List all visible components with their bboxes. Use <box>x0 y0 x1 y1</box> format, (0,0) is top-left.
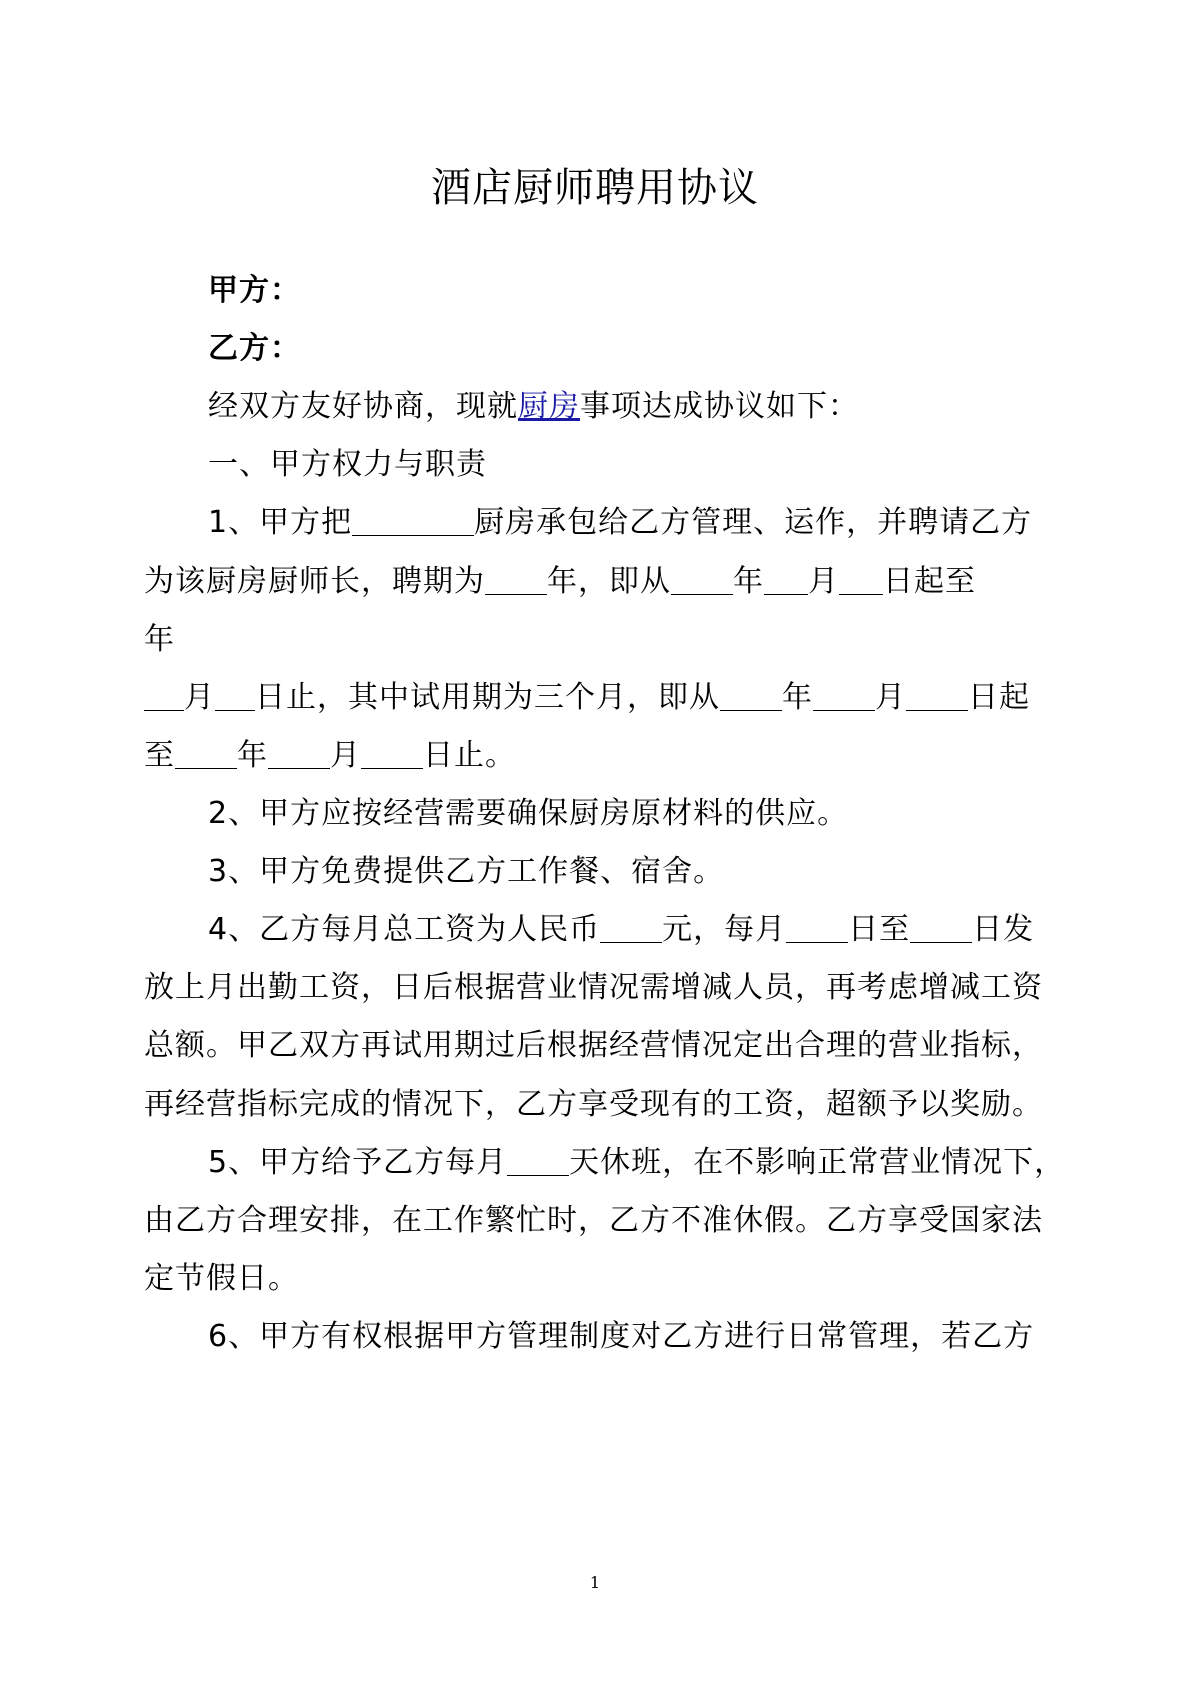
item-2: 2、甲方应按经营需要确保厨房原材料的供应。 <box>208 796 849 831</box>
blank-trial-start-year <box>720 680 782 711</box>
item-1-line-5 <box>144 735 1094 777</box>
text: 年 <box>237 738 268 773</box>
page-number: 1 <box>589 1573 601 1592</box>
text: 天休班，在不影响正常营业情况下， <box>569 1145 1066 1180</box>
item-5-line-3: 定节假日。 <box>144 1261 299 1296</box>
item-1-line-4 <box>144 677 1094 719</box>
item-3: 3、甲方免费提供乙方工作餐、宿舍。 <box>208 854 725 889</box>
text: 5、甲方给予乙方每月 <box>208 1145 508 1180</box>
blank-trial-start-day <box>906 680 968 711</box>
blank-trial-start-month <box>813 680 875 711</box>
item-1-line-2 <box>144 561 1094 603</box>
text: 日止，其中试用期为三个月，即从 <box>255 680 720 715</box>
item-1-line-1 <box>208 502 1098 544</box>
text: 至 <box>144 738 175 773</box>
blank-trial-end-year <box>175 738 237 769</box>
blank-term-years <box>485 564 547 595</box>
blank-trial-end-month <box>268 738 330 769</box>
item-5-line-2: 由乙方合理安排，在工作繁忙时，乙方不准休假。乙方享受国家法 <box>144 1203 1043 1238</box>
blank-start-year <box>671 564 733 595</box>
intro-text-pre: 经双方友好协商，现就 <box>208 389 518 424</box>
text: 月 <box>330 738 361 773</box>
item-6-line-1: 6、甲方有权根据甲方管理制度对乙方进行日常管理，若乙方 <box>208 1319 1035 1354</box>
text: 日起 <box>968 680 1030 715</box>
blank-days-off <box>507 1145 569 1176</box>
blank-salary <box>600 912 662 943</box>
item-1-line-3: 年 <box>144 622 175 657</box>
party-a-label: 甲方： <box>208 273 301 308</box>
party-b-label: 乙方： <box>208 331 301 366</box>
text: 日起至 <box>883 564 976 599</box>
text: 日至 <box>848 912 911 947</box>
text: 4、乙方每月总工资为人民币 <box>208 912 601 947</box>
item-4-line-1 <box>208 909 1098 951</box>
section-1-heading: 一、甲方权力与职责 <box>208 447 487 482</box>
item-5-line-1 <box>208 1142 1098 1184</box>
text: 1、甲方把 <box>208 505 353 540</box>
text: 年，即从 <box>547 564 671 599</box>
blank-pay-day-to <box>910 912 972 943</box>
document-title: 酒店厨师聘用协议 <box>431 165 759 211</box>
blank-trial-end-day <box>361 738 423 769</box>
blank-pay-day-from <box>786 912 848 943</box>
blank-start-day <box>839 564 883 595</box>
intro-paragraph <box>208 386 1098 428</box>
text: 月 <box>875 680 906 715</box>
item-4-line-3: 总额。甲乙双方再试用期过后根据经营情况定出合理的营业指标， <box>144 1028 1043 1063</box>
blank-kitchen-name <box>352 505 474 536</box>
text: 厨房承包给乙方管理、运作，并聘请乙方 <box>474 505 1033 540</box>
intro-text-post: 事项达成协议如下： <box>580 389 859 424</box>
text: 日发 <box>972 912 1035 947</box>
text: 月 <box>808 564 839 599</box>
blank-end-month <box>144 680 184 711</box>
blank-end-day <box>215 680 255 711</box>
kitchen-link[interactable]: 厨房 <box>518 389 580 424</box>
text: 为该厨房厨师长，聘期为 <box>144 564 485 599</box>
blank-start-month <box>764 564 808 595</box>
text: 元，每月 <box>662 912 787 947</box>
text: 年 <box>782 680 813 715</box>
item-4-line-2: 放上月出勤工资，日后根据营业情况需增减人员，再考虑增减工资 <box>144 970 1043 1005</box>
item-4-line-4: 再经营指标完成的情况下，乙方享受现有的工资，超额予以奖励。 <box>144 1087 1043 1122</box>
text: 日止。 <box>423 738 516 773</box>
text: 年 <box>733 564 764 599</box>
text: 月 <box>184 680 215 715</box>
